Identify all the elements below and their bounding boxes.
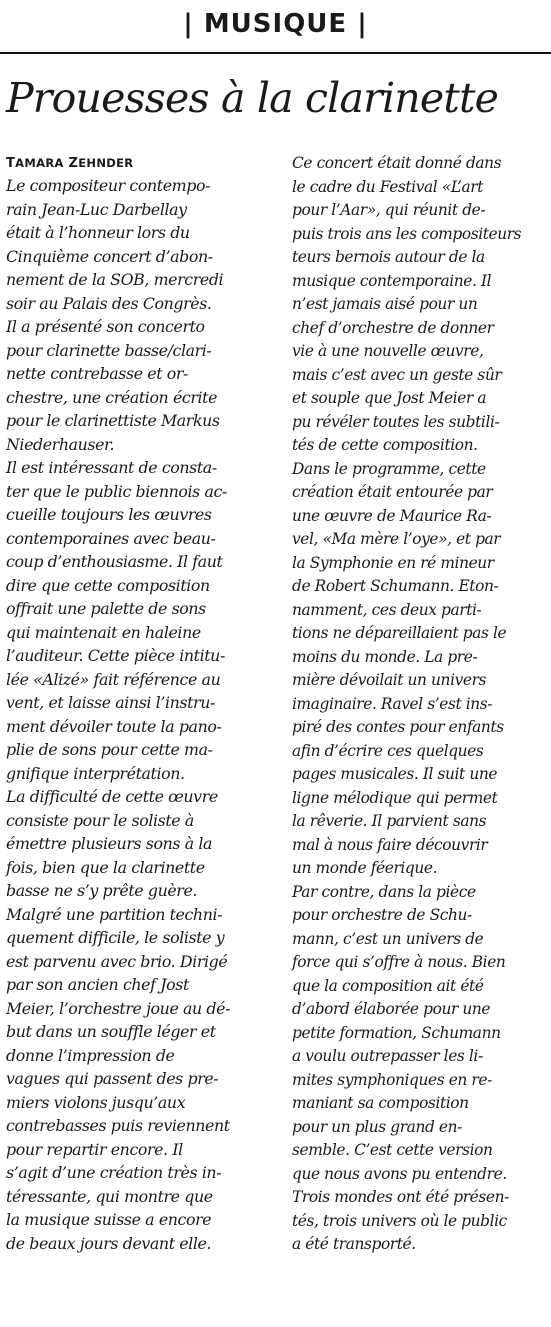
text-line: téressante, qui montre que	[6, 1186, 213, 1206]
text-line: basse ne s’y prête guère.	[6, 881, 198, 900]
text-line: création était entourée par	[292, 483, 493, 501]
text-line: chef d’orchestre de donner	[292, 318, 494, 337]
text-line: imaginaire. Ravel s’est ins-	[292, 694, 493, 713]
text-line: émettre plusieurs sons à la	[6, 834, 213, 853]
text-line: et souple que Jost Meier a	[292, 389, 487, 407]
text-line: vent, et laisse ainsi l’instru-	[6, 693, 215, 712]
text-line: gnifique interprétation.	[6, 763, 185, 783]
text-line: tions ne dépareillaient pas le	[292, 624, 507, 642]
byline-first-rest: AMARA	[15, 156, 64, 170]
article-column-right	[292, 152, 550, 1257]
text-line: pour un plus grand en-	[292, 1117, 462, 1136]
text-line: d’abord élaborée pour une	[292, 1000, 491, 1018]
text-line: La difficulté de cette œuvre	[6, 787, 218, 806]
text-line: pour le clarinettiste Markus	[6, 411, 220, 430]
text-line: la Symphonie en ré mineur	[292, 553, 494, 572]
text-line: piré des contes pour enfants	[292, 718, 504, 736]
text-line: Ce concert était donné dans	[292, 154, 502, 172]
text-line: puis trois ans les compositeurs	[292, 224, 522, 243]
text-line: vel, «Ma mère l’oye», et par	[292, 530, 501, 548]
text-line: un monde féerique.	[292, 859, 438, 877]
text-line: ter que le public biennois ac-	[6, 481, 227, 501]
text-line: mais c’est avec un geste sûr	[292, 365, 502, 384]
text-line: moins du monde. La pre-	[292, 647, 478, 666]
text-line: vagues qui passent des pre-	[6, 1069, 219, 1088]
text-line: semble. C’est cette version	[292, 1141, 493, 1159]
text-line: qui maintenait en haleine	[6, 622, 201, 642]
text-line: nement de la SOB, mercredi	[6, 270, 224, 289]
text-line: soir au Palais des Congrès.	[6, 293, 212, 313]
text-line: miers violons jusqu’aux	[6, 1092, 186, 1112]
text-line: mann, c’est un univers de	[292, 929, 484, 948]
text-line: rain Jean-Luc Darbellay	[6, 199, 187, 219]
text-line: Trois mondes ont été présen-	[292, 1188, 509, 1206]
text-line: tés de cette composition.	[292, 436, 478, 454]
text-line: Niederhauser.	[6, 434, 115, 454]
text-line: mal à nous faire découvrir	[292, 835, 488, 854]
text-line: coup d’enthousiasme. Il faut	[6, 552, 223, 571]
text-line: petite formation, Schumann	[292, 1023, 501, 1042]
text-line: ligne mélodique qui permet	[292, 788, 498, 807]
text-line: offrait une palette de sons	[6, 599, 206, 618]
text-line: n’est jamais aisé pour un	[292, 295, 478, 313]
text-line: a voulu outrepasser les li-	[292, 1047, 483, 1065]
text-line: tés, trois univers où le public	[292, 1211, 507, 1230]
text-line: force qui s’offre à nous. Bien	[292, 953, 506, 971]
text-line: maniant sa composition	[292, 1094, 469, 1112]
text-line: que la composition ait été	[292, 976, 484, 995]
author-byline	[6, 152, 281, 174]
text-line: par son ancien chef Jost	[6, 975, 189, 994]
text-line: dire que cette composition	[6, 575, 210, 595]
text-line: est parvenu avec brio. Dirigé	[6, 951, 228, 971]
byline-last-rest: EHNDER	[78, 156, 134, 170]
text-line: fois, bien que la clarinette	[6, 857, 205, 877]
text-line: l’auditeur. Cette pièce intitu-	[6, 646, 225, 665]
text-line: de beaux jours devant elle.	[6, 1233, 212, 1253]
text-line: pages musicales. Il suit une	[292, 765, 498, 783]
text-line: contrebasses puis reviennent	[6, 1116, 230, 1135]
text-line: Il a présenté son concerto	[6, 317, 205, 336]
text-line: chestre, une création écrite	[6, 387, 218, 407]
article-column-left	[6, 152, 281, 1255]
text-line: vie à une nouvelle œuvre,	[292, 342, 484, 360]
text-line: lée «Alizé» fait référence au	[6, 669, 221, 689]
text-line: de Robert Schumann. Eton-	[292, 577, 499, 595]
text-line: teurs bernois autour de la	[292, 248, 485, 266]
text-line: que nous avons pu entendre.	[292, 1164, 507, 1183]
text-line: pu révéler toutes les subtili-	[292, 412, 500, 431]
text-line: cueille toujours les œuvres	[6, 505, 212, 524]
text-line: une œuvre de Maurice Ra-	[292, 506, 492, 525]
text-line: quement difficile, le soliste y	[6, 928, 225, 947]
text-line: Il est intéressant de consta-	[6, 458, 217, 477]
text-line: pour clarinette basse/clari-	[6, 340, 212, 360]
text-line: Cinquième concert d’abon-	[6, 246, 213, 266]
text-line: contemporaines avec beau-	[6, 528, 216, 548]
text-line: le cadre du Festival «L’art	[292, 177, 483, 196]
text-line: la rêverie. Il parvient sans	[292, 812, 487, 830]
text-line: namment, ces deux parti-	[292, 600, 482, 619]
text-line: afin d’écrire ces quelques	[292, 741, 484, 760]
byline-first-initial: T	[6, 156, 16, 171]
text-line: a été transporté.	[292, 1235, 416, 1253]
text-line: mière dévoilait un univers	[292, 671, 487, 689]
text-line: plie de sons pour cette ma-	[6, 740, 213, 759]
text-line: Le compositeur contempo-	[6, 176, 210, 195]
text-line: nette contrebasse et or-	[6, 364, 188, 383]
text-line: s’agit d’une création très in-	[6, 1163, 222, 1182]
header-rule	[0, 52, 551, 54]
text-line: Dans le programme, cette	[292, 459, 486, 478]
byline-last-initial: Z	[68, 156, 79, 171]
text-line: la musique suisse a encore	[6, 1210, 212, 1229]
text-line: Par contre, dans la pièce	[292, 882, 476, 901]
right-column-text	[292, 152, 550, 1257]
text-line: était à l’honneur lors du	[6, 223, 190, 242]
text-line: mites symphoniques en re-	[292, 1070, 492, 1089]
text-line: consiste pour le soliste à	[6, 810, 194, 830]
left-column-text	[6, 174, 281, 1255]
text-line: pour l’Aar», qui réunit de-	[292, 201, 486, 219]
section-rubric: | MUSIQUE |	[183, 9, 368, 39]
text-line: donne l’impression de	[6, 1045, 175, 1065]
text-line: Meier, l’orchestre joue au dé-	[6, 998, 231, 1018]
text-line: pour repartir encore. Il	[6, 1139, 183, 1159]
text-line: musique contemporaine. Il	[292, 271, 492, 290]
text-line: Malgré une partition techni-	[6, 904, 223, 924]
text-line: pour orchestre de Schu-	[292, 906, 472, 924]
article-headline: Prouesses à la clarinette	[6, 74, 499, 122]
text-line: but dans un souffle léger et	[6, 1022, 216, 1041]
text-line: ment dévoiler toute la pano-	[6, 716, 222, 736]
